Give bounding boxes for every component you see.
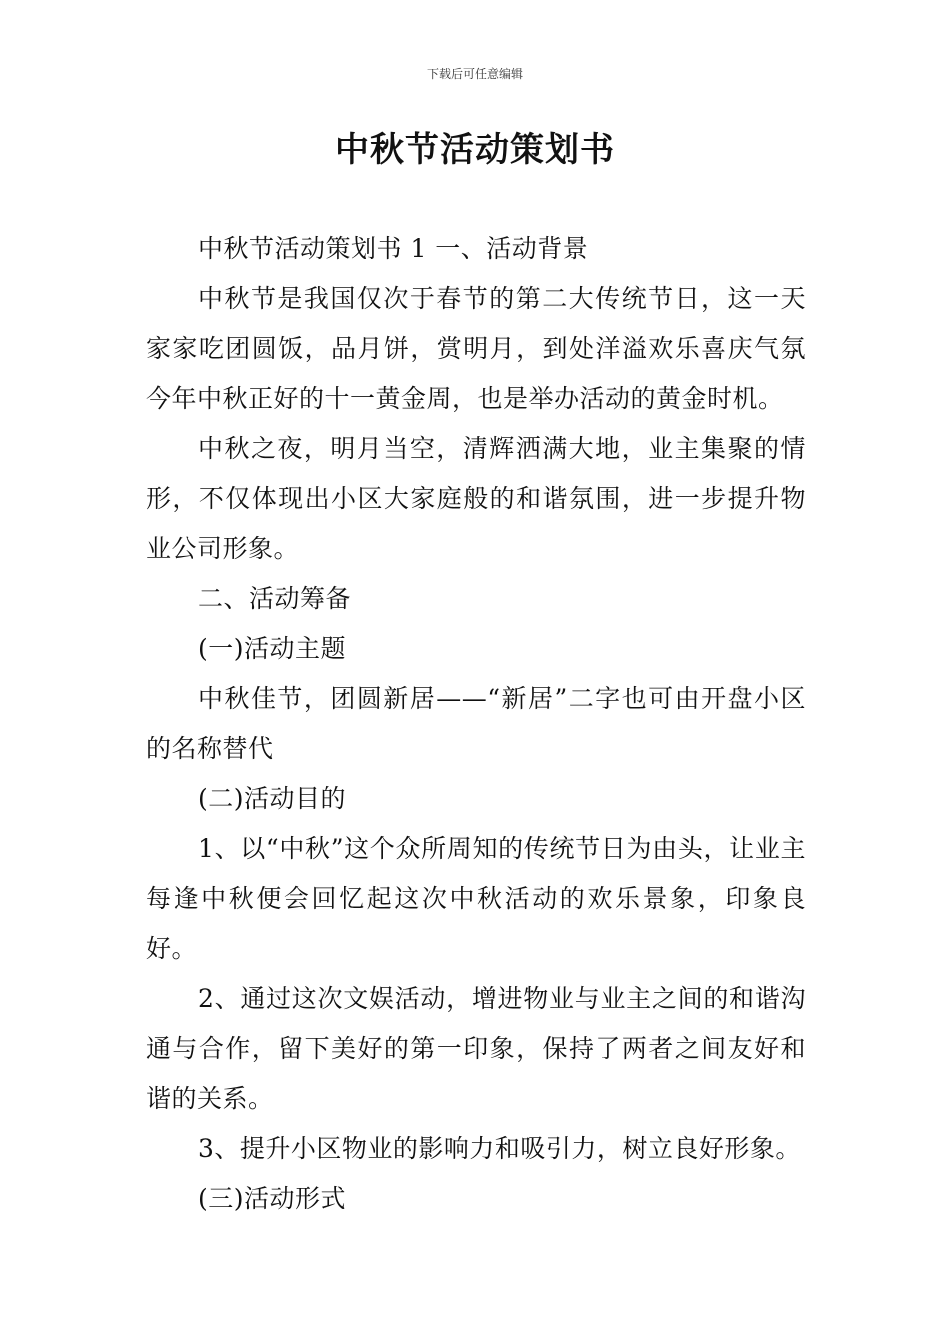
paragraph-heading-background: 中秋节活动策划书 1 一、活动背景 <box>198 234 589 263</box>
document-title: 中秋节活动策划书 <box>335 130 615 170</box>
paragraph-background-2: 中秋之夜，明月当空，清辉洒满大地，业主集聚的情形，不仅体现出小区大家庭般的和谐氛围，进一步提升物业公司形象。 <box>146 434 806 563</box>
paragraph-background-1: 中秋节是我国仅次于春节的第二大传统节日，这一天家家吃团圆饭，品月饼，赏明月，到处洋溢欢乐喜庆气氛今年中秋正好的十一黄金周，也是举办活动的黄金时机。 <box>146 284 806 413</box>
paragraph-heading-format: (三)活动形式 <box>198 1184 347 1213</box>
paragraph-heading-preparation: 二、活动筹备 <box>198 584 352 613</box>
paragraph-theme: 中秋佳节，团圆新居——“新居”二字也可由开盘小区的名称替代 <box>146 684 806 763</box>
document-body <box>146 224 806 1224</box>
header-note: 下载后可任意编辑 <box>426 67 523 81</box>
paragraph-heading-theme: (一)活动主题 <box>198 634 347 663</box>
paragraph-purpose-1: 1、以“中秋”这个众所周知的传统节日为由头，让业主每逢中秋便会回忆起这次中秋活动的欢乐景象，印象良好。 <box>146 834 806 963</box>
paragraph-heading-purpose: (二)活动目的 <box>198 784 347 813</box>
paragraph-purpose-2: 2、通过这次文娱活动，增进物业与业主之间的和谐沟通与合作，留下美好的第一印象，保持了两者之间友好和谐的关系。 <box>146 984 806 1113</box>
paragraph-purpose-3: 3、提升小区物业的影响力和吸引力，树立良好形象。 <box>198 1134 801 1163</box>
